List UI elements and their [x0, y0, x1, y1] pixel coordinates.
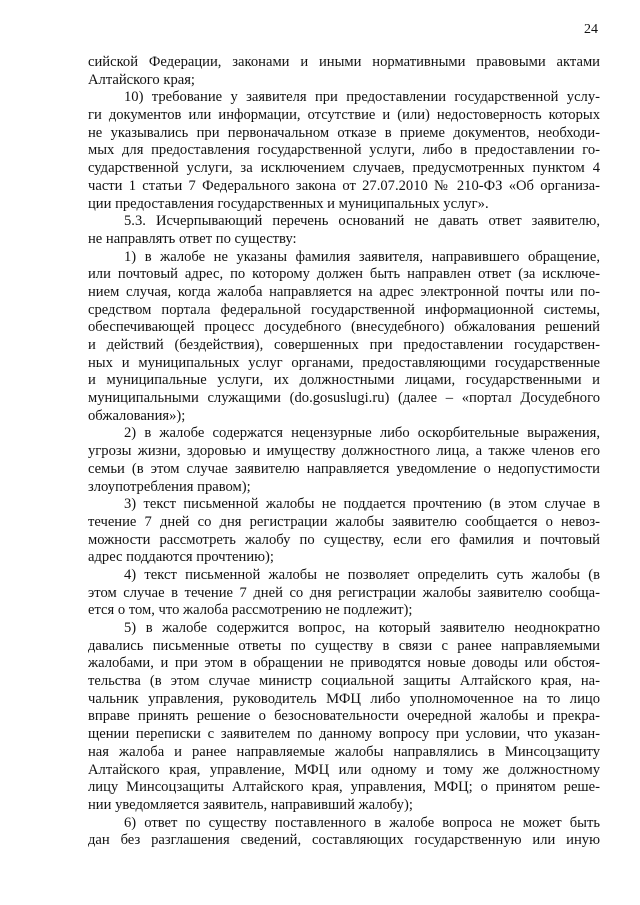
text-line: не направлять ответ по существу: — [88, 230, 297, 247]
text-line: этом случае в течение 7 дней со дня регистрации жалобы заявителю сообща- — [88, 584, 600, 601]
text-line: щении переписки с заявителем по данному вопросу при условии, что указан- — [88, 726, 600, 743]
text-line: вправе принять решение о безосновательности очередной жалобы и прекра- — [88, 708, 600, 725]
text-line: средством портала федеральной государственной информационной системы, — [88, 301, 600, 318]
text-line: ется о том, что жалоба рассмотрению не подлежит); — [88, 602, 413, 619]
text-line: сийской Федерации, законами и иными нормативными правовыми актами — [88, 54, 600, 70]
paragraph-start-line: 3) текст письменной жалобы не поддается прочтению (в этом случае в — [124, 496, 600, 513]
text-line: части 1 статьи 7 Федерального закона от 27.07.2010 № 210-ФЗ «Об организа- — [88, 177, 600, 194]
paragraph-start-line: 4) текст письменной жалобы не позволяет определить суть жалобы (в — [124, 566, 600, 583]
text-line: муниципальными служащими (do.gosuslugi.ru) (далее – «портал Досудебного — [88, 390, 600, 407]
text-line: угрозы жизни, здоровью и имуществу должностного лица, а также членов его — [88, 443, 600, 460]
text-line: ги документов или информации, отсутствие и (или) недостоверность которых — [88, 107, 600, 124]
text-line: и действий (бездействия), совершенных при предоставлении государствен- — [88, 337, 600, 353]
text-line: и муниципальные услуги, их должностными лицами, государственными и — [88, 372, 600, 389]
section-heading-line: 5.3. Исчерпывающий перечень оснований не давать ответ заявителю, — [124, 213, 600, 230]
text-line: нием случая, когда жалоба направляется на адрес электронной почты или по- — [88, 283, 600, 300]
text-line: давались письменные ответы по существу в связи с ранее направляемыми — [88, 637, 600, 654]
paragraph-start-line: 5) в жалобе содержится вопрос, на который заявителю неоднократно — [124, 620, 600, 636]
text-line: дан без разглашения сведений, составляющих государственную или иную — [88, 832, 600, 849]
paragraph-start-line: 1) в жалобе не указаны фамилия заявителя, направившего обращение, — [124, 248, 600, 265]
text-line: нии уведомляется заявитель, направивший жалобу); — [88, 796, 413, 813]
paragraph-start-line: 10) требование у заявителя при предоставлении государственной услу- — [124, 89, 600, 106]
text-line: можности рассмотреть жалобу по существу, если его фамилия и почтовый — [88, 531, 600, 548]
text-line: мых для предоставления государственной услуги, либо в предоставлении го- — [88, 142, 600, 159]
text-line: тельства (в этом случае министр социальной защиты Алтайского края, на- — [88, 673, 600, 690]
text-line: ная жалоба и ранее направляемые жалобы направлялись в Минсоцзащиту — [88, 743, 600, 760]
text-line: не указывались при первоначальном отказе в приеме документов, необходи- — [88, 124, 600, 141]
text-line: Алтайского края, управление, МФЦ или одному и тому же должностному — [88, 761, 600, 778]
text-line: злоупотребления правом); — [88, 478, 251, 495]
page-number: 24 — [584, 22, 598, 37]
text-line: или почтовый адрес, по которому должен быть направлен ответ (за исключе- — [88, 266, 600, 283]
text-line: обеспечивающей процесс досудебного (внесудебного) обжалования решений — [88, 319, 600, 336]
text-line: ных и муниципальных услуг органами, предоставляющими государственные — [88, 354, 600, 371]
paragraph-start-line: 2) в жалобе содержатся нецензурные либо оскорбительные выражения, — [124, 425, 600, 442]
text-line: сударственной услуги, за исключением случаев, предусмотренных пунктом 4 — [88, 160, 600, 177]
text-line: жалобами, и при этом в обращении не приводятся новые доводы или обстоя- — [88, 655, 600, 672]
text-line: адрес поддаются прочтению); — [88, 549, 274, 566]
text-line: обжалования»); — [88, 407, 186, 424]
text-line: лицу Минсоцзащиты Алтайского края, управления, МФЦ; о принятом реше- — [88, 779, 600, 796]
text-line: чальник управления, руководитель МФЦ либо уполномоченное на то лицо — [88, 690, 600, 707]
page-body — [88, 54, 600, 850]
text-line: семьи (в этом случае заявителю направляется уведомление о недопустимости — [88, 460, 600, 477]
text-line: Алтайского края; — [88, 71, 195, 88]
paragraph-start-line: 6) ответ по существу поставленного в жалобе вопроса не может быть — [124, 814, 600, 831]
text-line: течение 7 дней со дня регистрации жалобы заявителю сообщается о невоз- — [88, 513, 600, 530]
text-line: ции предоставления государственных и муниципальных услуг». — [88, 195, 489, 212]
